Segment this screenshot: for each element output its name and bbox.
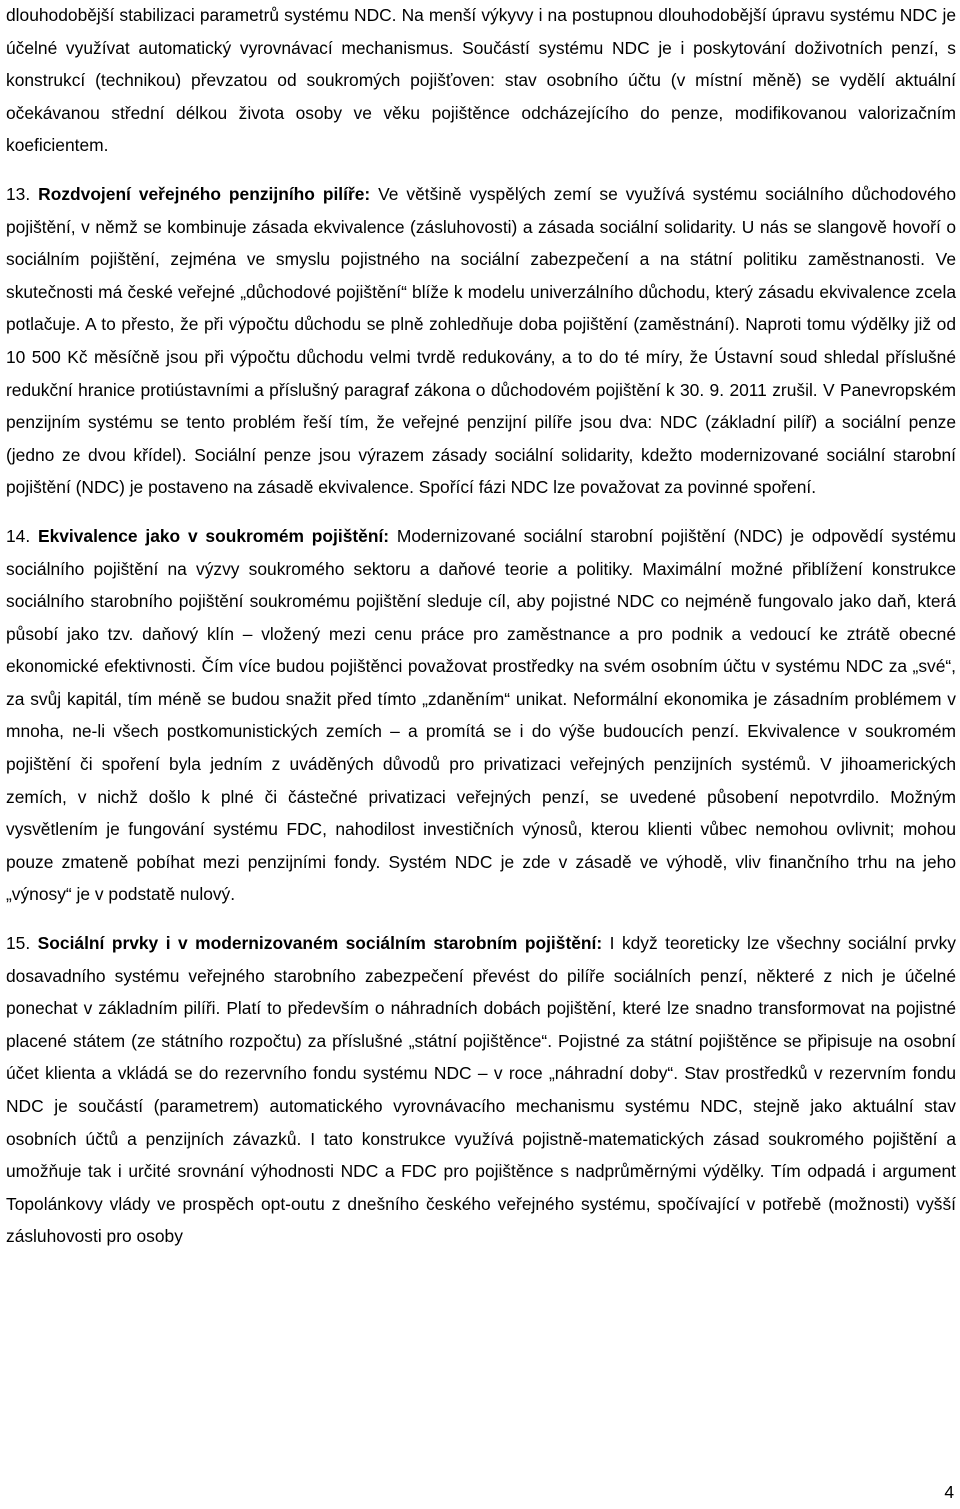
paragraph-body: Modernizované sociální starobní pojištění (NDC) je odpovědí systému sociálního pojištění na výzvy soukromého sektoru a daňové teorie a politiky. Maximální možné přiblížení konstrukce sociálního starobního pojištění soukromému pojištění sleduje cíl, aby pojistné NDC co nejméně fungovalo jako daň, která působí jako tzv. daňový klín – vložený mezi cenu práce pro zaměstnance a pro podnik a vedoucí ke ztrátě obecné ekonomické efektivnosti. Čím více budou pojištěnci považovat prostředky na svém osobním účtu v systému NDC za „své“, za svůj kapitál, tím méně se budou snažit před tímto „zdaněním“ unikat. Neformální ekonomika je zásadním problémem v mnoha, ne-li všech postkomunistických zemích – a promítá se i do výše budoucích penzí. Ekvivalence v soukromém pojištění či spoření byla jedním z uváděných důvodů pro privatizaci veřejných penzijních systémů. V jihoamerických zemích, v nichž došlo k plné či částečné privatizaci veřejných penzí, se uvedené působení nepotvrdilo. Možným vysvětlením je fungování systému FDC, nahodilost investičních výnosů, kterou klienti vůbec nemohou ovlivnit; mohou pouze zmateně pobíhat mezi penzijními fondy. Systém NDC je zde v zásadě ve výhodě, vliv finančního trhu na jeho „výnosy“ je v podstatě nulový.: [6, 525, 956, 905]
paragraph-body: dlouhodobější stabilizaci parametrů systému NDC. Na menší výkyvy i na postupnou dlouhodobější úpravu systému NDC je účelné využívat automatický vyrovnávací mechanismus. Součástí systému NDC je i poskytování doživotních penzí, s konstrukcí (technikou) převzatou od soukromých pojišťoven: stav osobního účtu (v místní měně) se vydělí aktuální očekávanou střední délkou života osoby ve věku pojištěnce odcházejícího do penze, modifikovanou valorizačním koeficientem.: [6, 5, 956, 156]
paragraph-number: 14.: [6, 525, 31, 546]
paragraph-15: [6, 927, 956, 1253]
paragraph-number: 13.: [6, 183, 31, 204]
paragraph-13: [6, 178, 956, 504]
paragraph-continuation: [6, 0, 956, 162]
paragraph-number: 15.: [6, 933, 31, 954]
paragraph-heading: Sociální prvky i v modernizovaném sociálním starobním pojištění:: [37, 933, 603, 954]
paragraph-body: Ve většině vyspělých zemí se využívá systému sociálního důchodového pojištění, v němž se kombinuje zásada ekvivalence (zásluhovosti) a zásada sociální solidarity. U nás se slangově hovoří o sociálním pojištění, zejména ve smyslu pojistného na sociální zabezpečení a na státní politiku zaměstnanosti. Ve skutečnosti má české veřejné „důchodové pojištění“ blíže k modelu univerzálního důchodu, který zásadu ekvivalence zcela potlačuje. A to přesto, že při výpočtu důchodu se plně zohledňuje doba pojištění (zaměstnání). Naproti tomu výdělky již od 10 500 Kč měsíčně jsou při výpočtu důchodu velmi tvrdě redukovány, a to do té míry, že Ústavní soud shledal příslušné redukční hranice protiústavními a příslušný paragraf zákona o důchodovém pojištění k 30. 9. 2011 zrušil. V Panevropském penzijním systému se tento problém řeší tím, že veřejné penzijní pilíře jsou dva: NDC (základní pilíř) a sociální penze (jedno ze dvou křídel). Sociální penze jsou výrazem zásady sociální solidarity, kdežto modernizované sociální starobní pojištění (NDC) je postaveno na zásadě ekvivalence. Spořící fázi NDC lze považovat za povinné spoření.: [6, 183, 956, 498]
page-number: 4: [944, 1482, 954, 1502]
paragraph-heading: Rozdvojení veřejného penzijního pilíře:: [38, 183, 371, 204]
paragraph-14: [6, 520, 956, 911]
paragraph-heading: Ekvivalence jako v soukromém pojištění:: [37, 525, 390, 546]
paragraph-body: I když teoreticky lze všechny sociální prvky dosavadního systému veřejného starobního zabezpečení převést do pilíře sociálních penzí, některé z nich je účelné ponechat v základním pilíři. Platí to především o náhradních dobách pojištění, které lze snadno transformovat na pojistné placené státem (ze státního rozpočtu) za příslušné „státní pojištěnce“. Pojistné za státní pojištěnce se připisuje na osobní účet klienta a vkládá se do rezervního fondu systému NDC – v roce „náhradní doby“. Stav prostředků v rezervním fondu NDC je součástí (parametrem) automatického vyrovnávacího mechanismu systému NDC, stejně jako aktuální stav osobních účtů a penzijních závazků. I tato konstrukce využívá pojistně-matematických zásad soukromého pojištění a umožňuje tak i určité srovnání výhodnosti NDC a FDC pro pojištěnce s nadprůměrnými výdělky. Tím odpadá i argument Topolánkovy vlády ve prospěch opt-outu z dnešního českého veřejného systému, spočívající v potřebě (možnosti) vyšší zásluhovosti pro osoby: [6, 933, 957, 1247]
document-page: [6, 0, 956, 1253]
